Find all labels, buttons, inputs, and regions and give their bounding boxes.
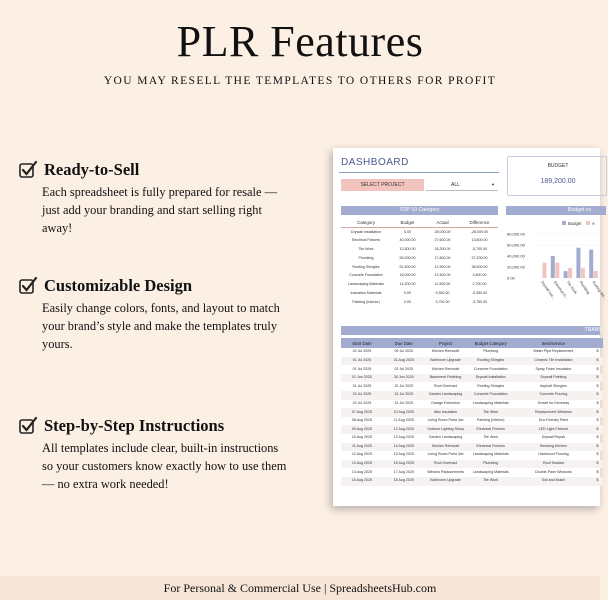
x-tick-label: Drywall Inst... — [540, 280, 556, 301]
table-cell: Drywall Installation — [351, 229, 381, 234]
transactions-header — [341, 326, 600, 335]
select-project-label: SELECT PROJECT — [341, 179, 424, 191]
feature-title: Customizable Design — [44, 276, 193, 295]
table-cell: $ — [596, 383, 599, 388]
table-cell: Landscaping Materials — [472, 400, 509, 405]
table-cell: 15 Jul 2025 — [341, 391, 383, 400]
table-cell: LED Light Fixtures — [515, 425, 592, 434]
table-cell: $ — [596, 452, 599, 457]
table-cell: Water Pipe Replacement — [533, 349, 574, 354]
table-cell: Plumbing — [466, 460, 514, 469]
select-project-dropdown[interactable] — [426, 179, 498, 191]
table-cell: Tile Work — [466, 408, 514, 417]
table-cell: 01 Jun 2025 — [341, 374, 383, 383]
top10-column-header: Actual — [424, 218, 461, 227]
table-cell: Plumbing — [358, 255, 374, 260]
table-cell: Concrete Pouring — [515, 391, 592, 400]
bar-chart — [506, 218, 608, 310]
table-cell: $ — [592, 425, 603, 434]
table-cell: 01 Jul 2025 — [341, 357, 383, 366]
table-cell: 51,500.00 — [399, 264, 416, 269]
table-cell: 10 Aug 2025 — [383, 408, 425, 417]
x-tick-label: Roofing Shi... — [591, 280, 608, 301]
table-cell: Living Room Paint Job — [427, 452, 464, 457]
table-cell: 10 Aug 2025 — [351, 435, 372, 440]
table-cell: -3,750.00 — [471, 299, 488, 304]
table-cell: 2,700.00 — [472, 282, 487, 287]
y-tick-label: 60,000.00 — [507, 242, 525, 248]
table-cell: 0.00 — [404, 299, 411, 304]
table-row — [341, 374, 603, 383]
table-cell: Electrical Fixtures — [466, 443, 514, 452]
feature-description: Each spreadsheet is fully prepared for resale — just add your branding and start selling right away! — [42, 185, 277, 235]
chevron-down-icon: ▼ — [491, 182, 495, 187]
top10-header: TOP 10 Category — [341, 206, 498, 215]
legend-label: A — [592, 221, 595, 226]
table-cell: 12 Aug 2025 — [351, 452, 372, 457]
table-row — [341, 460, 603, 469]
table-cell: Soil and Mulch — [515, 477, 592, 486]
table-cell: 31 Jul 2025 — [394, 400, 414, 405]
top10-column-header: Budget — [391, 218, 424, 227]
table-cell: Drywall Painting — [515, 374, 592, 383]
table-row — [341, 434, 603, 443]
table-row — [341, 236, 498, 245]
y-tick-label: 0.00 — [507, 275, 515, 281]
table-cell: Garage Extension — [431, 400, 460, 405]
table-row — [341, 357, 603, 366]
transactions-column-header: Budget Category — [466, 338, 514, 348]
y-tick-label: 80,000.00 — [507, 231, 525, 237]
table-cell: -28,000.00 — [470, 229, 489, 234]
table-cell: Hardwood Flooring — [538, 452, 569, 457]
table-cell: $ — [596, 400, 599, 405]
table-cell: 13 Aug 2025 — [341, 460, 383, 469]
x-tick-label: Electrical Fi... — [552, 280, 569, 301]
table-cell: 30 Jun 2025 — [383, 374, 425, 383]
bar — [568, 268, 572, 278]
table-row — [341, 382, 603, 391]
table-row — [341, 262, 498, 271]
feature-title: Ready-to-Sell — [44, 160, 140, 179]
table-cell: 22 Jul 2025 — [394, 383, 414, 388]
table-cell: Drywall Repair — [541, 435, 566, 440]
table-cell: 14 Aug 2025 — [383, 443, 425, 452]
legend-swatch — [562, 221, 566, 225]
table-cell: Attic Insulation — [425, 408, 467, 417]
table-cell: Living Room Paint Job — [427, 418, 464, 423]
table-cell: $ — [592, 460, 603, 469]
table-cell: Insulation Materials — [350, 290, 382, 295]
table-cell: 22 Jul 2025 — [352, 400, 372, 405]
transactions-column-header: Item/service — [515, 338, 592, 348]
table-cell: Roof Overhaul — [433, 383, 458, 388]
dashboard-preview — [333, 148, 608, 506]
table-cell: Roofing Shingles — [352, 264, 380, 269]
table-cell: Roof Overhaul — [425, 460, 467, 469]
table-cell: Landscaping Materials — [472, 452, 509, 457]
table-cell: 15,000.00 — [399, 273, 416, 278]
table-cell: $ — [596, 349, 599, 354]
table-cell: 18 Aug 2025 — [383, 477, 425, 486]
table-cell: 08 Aug 2025 — [351, 418, 372, 423]
table-cell: Kitchen Remodel — [431, 349, 460, 354]
table-cell: $ — [592, 477, 603, 486]
table-cell: 28,000.00 — [434, 229, 451, 234]
table-cell: Bathroom Upgrade — [425, 477, 467, 486]
x-tick-label: Plumbing — [578, 280, 591, 295]
table-cell: 03 Jul 2025 — [394, 366, 414, 371]
table-cell: 17,800.00 — [434, 255, 451, 260]
transactions-column-header: Due Date — [383, 338, 425, 348]
table-cell: Window Replacements — [427, 469, 464, 474]
divider — [339, 172, 499, 173]
budget-label: BUDGET — [547, 163, 569, 169]
table-row — [341, 443, 603, 452]
table-cell: 11 Aug 2025 — [341, 443, 383, 452]
table-cell: $ — [592, 374, 603, 383]
transactions-column-header: Start Date — [341, 338, 383, 348]
table-cell: Spray Foam Insulation — [535, 366, 572, 371]
table-cell: 9,350.00 — [435, 290, 450, 295]
transactions-title: TRANS — [584, 327, 602, 333]
table-row — [341, 451, 603, 460]
table-cell: 01 Jul 2025 — [352, 383, 372, 388]
footer: For Personal & Commercial Use | SpreadsheetsHub.com — [0, 576, 600, 600]
table-cell: Eco-Friendly Paint — [538, 418, 569, 423]
table-row — [341, 348, 603, 357]
table-cell: $ — [596, 435, 599, 440]
bar — [555, 263, 559, 278]
checkbox-check-icon — [18, 276, 38, 296]
table-row — [341, 280, 498, 289]
table-cell: Roof Sealant — [515, 460, 592, 469]
table-cell: Gravel for Driveway — [537, 400, 570, 405]
table-cell: 12 Aug 2025 — [383, 425, 425, 434]
select-project-value: ALL — [451, 182, 460, 188]
table-cell: 14,200.00 — [399, 282, 416, 287]
table-cell: 01 Jul 2025 — [352, 366, 372, 371]
table-cell: Rewiring Kitchen — [515, 443, 592, 452]
table-cell: -9,350.00 — [471, 290, 488, 295]
chart-header: Budget vs. — [506, 206, 606, 215]
table-cell: $ — [596, 418, 599, 423]
table-cell: Landscaping Materials — [348, 282, 384, 287]
page-title: PLR Features — [176, 17, 424, 66]
table-cell: 16 Aug 2025 — [383, 460, 425, 469]
table-cell: Ceramic Tile Installation — [515, 357, 592, 366]
table-cell: Electrical Fixtures — [351, 238, 381, 243]
table-row — [341, 271, 498, 280]
transactions-table — [341, 338, 603, 486]
legend-label: Budget — [568, 221, 582, 226]
table-cell: 31 Aug 2025 — [383, 357, 425, 366]
page-subtitle: YOU MAY RESELL THE TEMPLATES TO OTHERS FOR PROFIT — [103, 75, 497, 87]
transactions-column-header: Project — [425, 338, 467, 348]
budget-card — [507, 156, 607, 196]
table-cell: 11,500.00 — [434, 282, 451, 287]
table-cell: Garden Landscaping — [428, 435, 463, 440]
table-cell: 2,600.00 — [472, 273, 487, 278]
table-cell: 0.00 — [404, 229, 411, 234]
table-cell: $ — [596, 469, 599, 474]
legend-swatch — [586, 221, 590, 225]
table-cell: Asphalt Shingles — [540, 383, 567, 388]
bar — [576, 248, 580, 278]
table-row — [341, 425, 603, 434]
table-cell: Concrete Foundation — [473, 366, 508, 371]
table-row — [341, 245, 498, 254]
table-cell: 13,600.00 — [471, 238, 488, 243]
table-row — [341, 477, 603, 486]
table-cell: 09 Aug 2025 — [341, 425, 383, 434]
x-tick-label: Tile Work — [565, 280, 578, 295]
bar — [589, 250, 593, 278]
table-cell: Plumbing — [483, 349, 499, 354]
checkbox-check-icon — [18, 416, 38, 436]
table-cell: 12,500.00 — [399, 246, 416, 251]
table-row — [341, 408, 603, 417]
table-cell: 09 Jul 2025 — [394, 349, 414, 354]
y-tick-label: 20,000.00 — [507, 264, 525, 270]
feature-ready-to-sell — [18, 160, 288, 237]
table-cell: 40,000.00 — [399, 238, 416, 243]
table-cell: $ — [592, 443, 603, 452]
table-cell: 31 Jul 2025 — [383, 391, 425, 400]
table-cell: 02 Jul 2025 — [352, 349, 372, 354]
feature-step-by-step — [18, 416, 288, 493]
bar — [581, 268, 585, 278]
table-cell: 17 Aug 2025 — [393, 469, 414, 474]
table-cell: Tile Work — [358, 246, 374, 251]
table-cell: -5,700.00 — [471, 246, 488, 251]
table-cell: 12,900.00 — [434, 264, 451, 269]
checkbox-check-icon — [18, 160, 38, 180]
table-cell: $ — [592, 408, 603, 417]
table-row — [341, 391, 603, 400]
table-cell: $ — [592, 391, 603, 400]
table-cell: Drywall Installation — [466, 374, 514, 383]
table-cell: 15 Aug 2025 — [393, 452, 414, 457]
bar — [594, 271, 598, 278]
table-cell: Replacement Windows — [515, 408, 592, 417]
y-tick-label: 40,000.00 — [507, 253, 525, 259]
table-cell: Double-Pane Windows — [535, 469, 572, 474]
transactions-column-header — [592, 338, 603, 348]
feature-description: Easily change colors, fonts, and layout to match your brand’s style and make the templates truly yours. — [42, 301, 280, 351]
bar — [564, 271, 568, 278]
table-cell: Landscaping Materials — [472, 469, 509, 474]
table-cell: Garden Landscaping — [425, 391, 467, 400]
table-cell: 55,000.00 — [399, 255, 416, 260]
table-cell: Outdoor Lighting Setup — [425, 425, 467, 434]
table-cell: $ — [596, 366, 599, 371]
feature-customizable-design — [18, 276, 288, 353]
table-cell: Painting (Interior) — [476, 418, 505, 423]
table-row — [341, 468, 603, 477]
table-cell: Electrical Fixtures — [466, 425, 514, 434]
table-cell: 38,600.00 — [471, 264, 488, 269]
table-row — [341, 297, 498, 306]
bar — [543, 263, 547, 278]
table-cell: Concrete Foundation — [349, 273, 383, 278]
table-cell: Bathroom Upgrade — [425, 357, 467, 366]
table-cell: 15 Aug 2025 — [341, 477, 383, 486]
feature-description: All templates include clear, built-in instructions so your customers know exactly how to use them — no extra work needed! — [42, 441, 287, 491]
table-cell: 37,200.00 — [471, 255, 488, 260]
feature-title: Step-by-Step Instructions — [44, 416, 225, 435]
table-cell: Roofing Shingles — [466, 357, 514, 366]
table-cell: 12,400.00 — [434, 273, 451, 278]
top10-column-header: Category — [341, 218, 391, 227]
table-row — [341, 227, 498, 236]
budget-value: 189,200.00 — [540, 178, 576, 185]
table-cell: Tile Work — [466, 477, 514, 486]
table-row — [341, 253, 498, 262]
table-cell: Roofing Shingles — [477, 383, 505, 388]
dashboard-title: DASHBOARD — [341, 157, 409, 168]
table-cell: Kitchen Remodel — [431, 366, 460, 371]
table-cell: 14 Aug 2025 — [351, 469, 372, 474]
table-cell: 07 Aug 2025 — [341, 408, 383, 417]
table-cell: Painting (Interior) — [352, 299, 380, 304]
top10-column-header: Difference — [461, 218, 498, 227]
table-cell: 3,750.00 — [435, 299, 450, 304]
table-cell: Tile Work — [483, 435, 499, 440]
table-cell: 13 Aug 2025 — [393, 435, 414, 440]
table-row — [341, 417, 603, 426]
table-row — [341, 289, 498, 298]
top10-table — [341, 218, 498, 306]
table-cell: Basement Finishing — [425, 374, 467, 383]
table-cell: Concrete Foundation — [466, 391, 514, 400]
table-cell: 18,200.00 — [434, 246, 451, 251]
bar — [551, 256, 555, 278]
table-cell: Kitchen Remodel — [425, 443, 467, 452]
table-row — [341, 400, 603, 409]
table-cell: 27,600.00 — [434, 238, 451, 243]
table-row — [341, 365, 603, 374]
table-cell: 11 Aug 2025 — [393, 418, 414, 423]
table-cell: 0.00 — [404, 290, 411, 295]
table-cell: $ — [592, 357, 603, 366]
